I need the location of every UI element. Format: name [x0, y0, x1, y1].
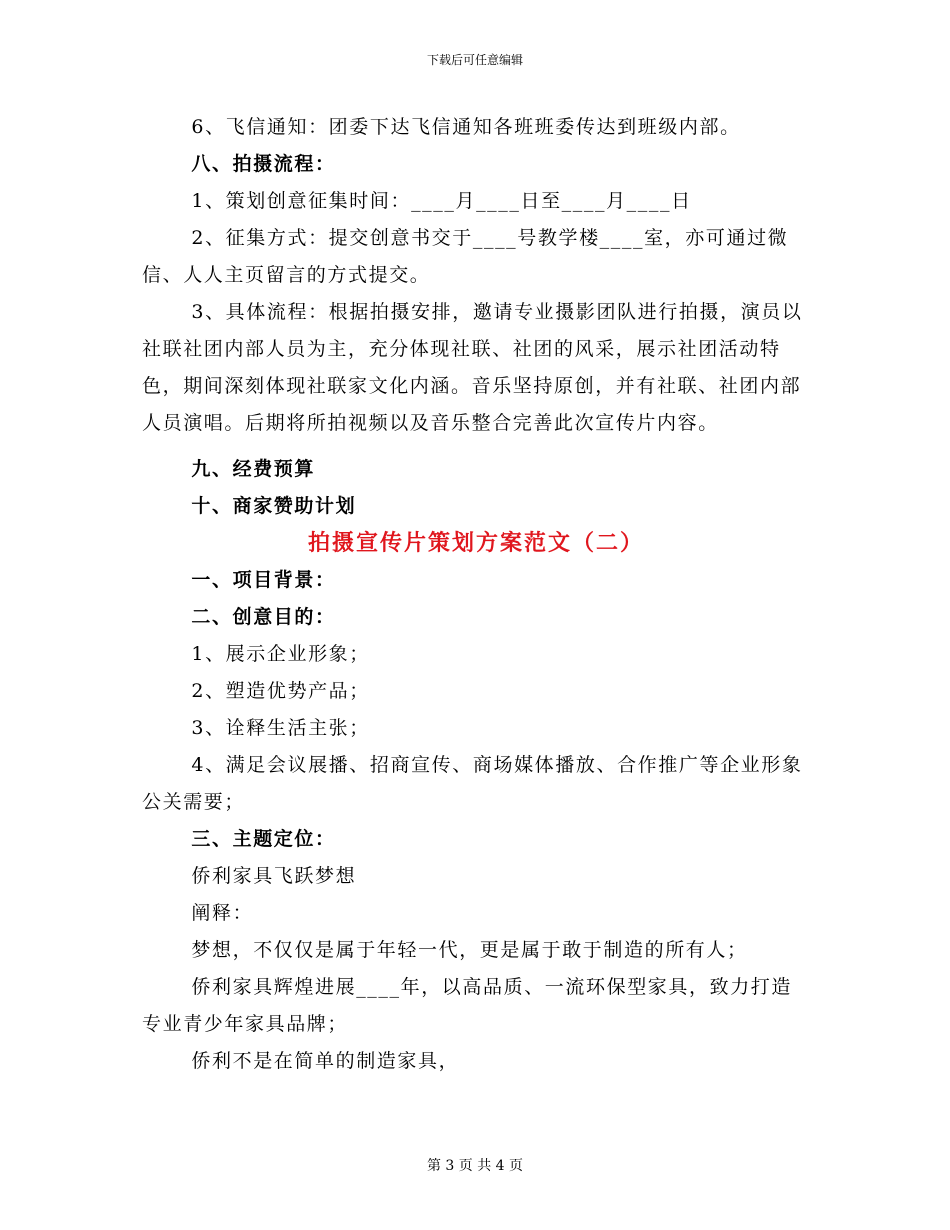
list-item-purpose-1: 1、展示企业形象； [191, 643, 370, 665]
page-header: 下载后可任意编辑 [426, 53, 523, 67]
paragraph-brand-progress: 侨利家具辉煌进展____年，以高品质、一流环保型家具，致力打造专业青少年家具品牌； [142, 976, 792, 1035]
paragraph-specific-process: 3、具体流程：根据拍摄安排，邀请专业摄影团队进行拍摄，演员以社联社团内部人员为主，充分体现社联、社团的风采，展示社团活动特色，期间深刻体现社联家文化内涵。音乐坚持原创，并有社联、社团内部人员演唱。后期将所拍视频以及音乐整合完善此次宣传片内容。 [142, 301, 803, 434]
paragraph-collection-time: 1、策划创意征集时间：____月____日至____月____日 [191, 190, 692, 212]
section-heading-sponsorship: 十、商家赞助计划 [191, 495, 357, 517]
section-heading-theme: 三、主题定位： [191, 828, 336, 850]
document-title: 拍摄宣传片策划方案范文（二） [307, 530, 644, 556]
page-number: 第 3 页 共 4 页 [426, 1158, 524, 1174]
paragraph-feixin-notice: 6、飞信通知：团委下达飞信通知各班班委传达到班级内部。 [191, 116, 741, 138]
paragraph-theme-slogan: 侨利家具飞跃梦想 [191, 865, 357, 887]
section-heading-background: 一、项目背景： [191, 569, 336, 591]
paragraph-collection-method: 2、征集方式：提交创意书交于____号教学楼____室，亦可通过微信、人人主页留言的方式提交。 [142, 227, 789, 286]
document-body [142, 109, 810, 1080]
section-heading-shooting-process: 八、拍摄流程： [191, 153, 336, 175]
paragraph-not-simple: 侨利不是在简单的制造家具， [191, 1050, 460, 1072]
list-item-purpose-4: 4、满足会议展播、招商宣传、商场媒体播放、合作推广等企业形象公关需要； [142, 754, 803, 813]
paragraph-dream: 梦想，不仅仅是属于年轻一代，更是属于敢于制造的所有人； [191, 939, 748, 961]
list-item-purpose-2: 2、塑造优势产品； [191, 680, 370, 702]
section-heading-purpose: 二、创意目的： [191, 606, 336, 628]
section-heading-budget: 九、经费预算 [191, 458, 315, 480]
paragraph-explanation-label: 阐释： [191, 902, 254, 924]
list-item-purpose-3: 3、诠释生活主张； [191, 717, 370, 739]
